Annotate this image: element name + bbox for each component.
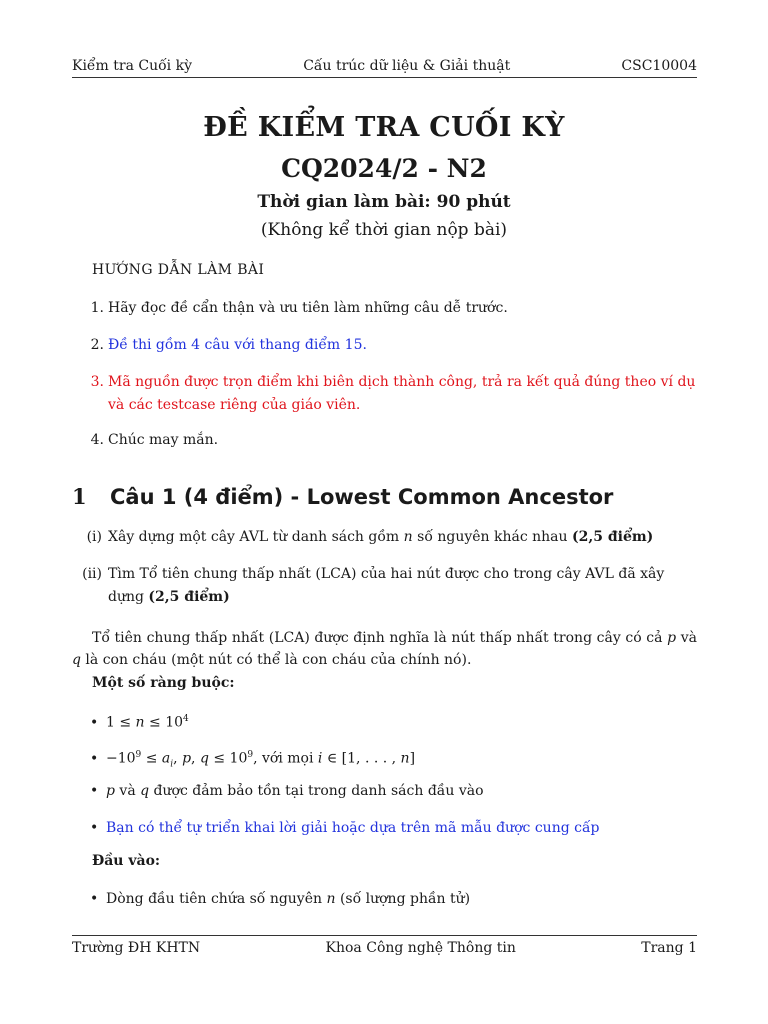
footer-left: Trường ĐH KHTN [72,940,201,956]
exam-title: ĐỀ KIỂM TRA CUỐI KỲ [203,112,565,143]
exam-duration: Thời gian làm bài: 90 phút [257,192,511,212]
constraint-item: • p và q được đảm bảo tồn tại trong danh sách đầu vào [90,783,484,799]
task-points: (2,5 điểm) [571,529,654,545]
exam-code: CQ2024/2 - N2 [281,154,487,183]
input-heading: Đầu vào: [92,853,161,869]
page-header [72,56,697,76]
exam-page: Kiểm tra Cuối kỳ Cấu trúc dữ liệu & Giải thuật CSC10004 ĐỀ KIỂM TRA CUỐI KỲ CQ2024/2 - N2 Thời gian làm bài: 90 phút (Không kể thời gian nộp bài) HƯỚNG DẪN LÀM BÀI 1. Hãy đọc đề cẩn thận và ưu tiên làm những câu dễ trước. 2. Đề thi gồm 4 câu với thang điểm 15. 3. Mã nguồn được trọn điểm khi biên dịch thành công, trả ra kết quả đúng theo ví dụ và các testcase riêng của giáo viên. 4. Chúc may mắn. 1 Câu 1 (4 điểm) - Lowest Common Ancestor (i) Xây dựng một cây AVL từ danh sách gồm n số nguyên khác nhau (2,5 điểm) (ii) Tìm Tổ tiên chung thấp nhất (LCA) của hai nút được cho trong cây AVL đã xây dựng (2,5 điểm) Tổ tiên chung thấp nhất (LCA) được định nghĩa là nút thấp nhất trong cây có cả p và q là con cháu (một nút có thể là con cháu của chính nó). Một số ràng buộc: • $1 \le n \le 10^4$ • $-10^9 \le a_i$, p, $q \le 10^9$, với mọi i ∈ [1, . . . , n] • p và q được đảm bảo tồn tại trong danh sách đầu vào • Bạn có thể tự triển khai lời giải hoặc dựa trên mã mẫu được cung cấp Đầu vào: • Dòng đầu tiên chứa số nguyên n (số lượng phần tử) Trường ĐH KHTN Khoa Công nghệ Thông tin Trang 1 [0,0,768,1024]
header-left: Kiểm tra Cuối kỳ [72,58,193,74]
constraint-item: • $-10^9 \le a_i$, p, $q \le 10^9$, với mọi i ∈ [1, . . . , n] [90,750,416,770]
section-title: Câu 1 (4 điểm) - Lowest Common Ancestor [110,485,614,509]
constraint-item: • $1 \le n \le 10^4$ [90,714,189,731]
input-item: • Dòng đầu tiên chứa số nguyên n (số lượng phần tử) [90,891,471,907]
header-center: Cấu trúc dữ liệu & Giải thuật [303,58,511,74]
constraints-heading: Một số ràng buộc: [92,675,235,691]
exam-duration-note: (Không kể thời gian nộp bài) [260,220,508,240]
task-points: (2,5 điểm) [148,589,230,605]
instructions-heading: HƯỚNG DẪN LÀM BÀI [92,262,265,278]
footer-rule [72,935,697,936]
footer-center: Khoa Công nghệ Thông tin [325,940,516,956]
section-heading [72,484,613,509]
header-rule [72,77,697,78]
page-number: Trang 1 [641,940,697,956]
section-number: 1 [72,484,87,509]
page-footer [72,938,697,958]
lca-definition: Tổ tiên chung thấp nhất (LCA) được định nghĩa là nút thấp nhất trong cây có cả p và q là con cháu (một nút có thể là con cháu của chính nó). [72,630,697,668]
constraint-item: • Bạn có thể tự triển khai lời giải hoặc dựa trên mã mẫu được cung cấp [90,820,600,836]
header-right: CSC10004 [621,58,697,74]
